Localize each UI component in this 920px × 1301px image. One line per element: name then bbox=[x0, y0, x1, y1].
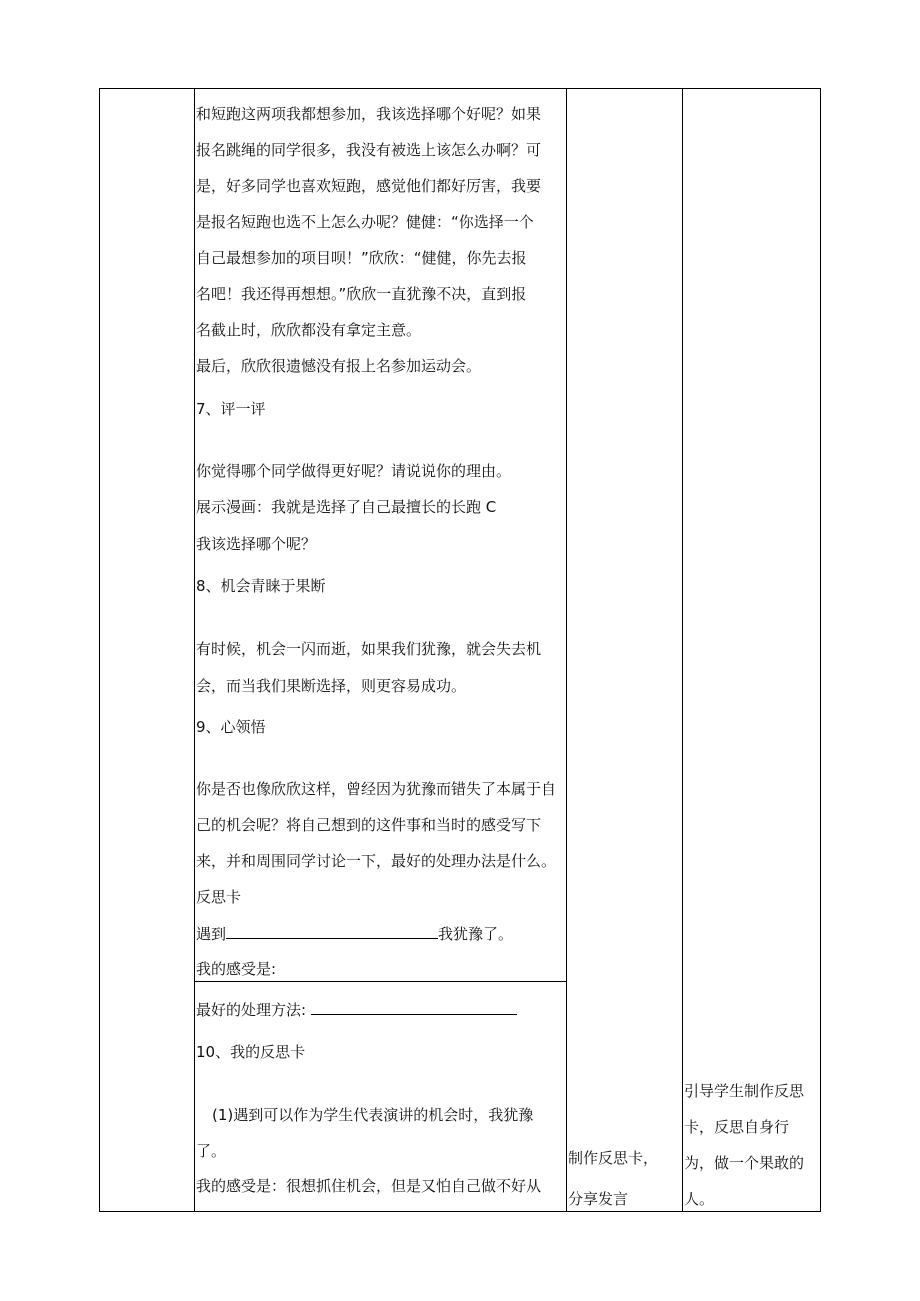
story-line: 报名跳绳的同学很多，我没有被选上该怎么办啊？可 bbox=[196, 141, 542, 159]
table-right-border bbox=[820, 88, 821, 1212]
story-line: 是，好多同学也喜欢短跑，感觉他们都好厉害，我要 bbox=[196, 177, 542, 195]
step8-heading: 8、机会青睐于果断 bbox=[196, 577, 326, 595]
story-line: 是报名短跑也选不上怎么办呢？健健：“你选择一个 bbox=[196, 213, 534, 231]
step8-line: 有时候，机会一闪而逝，如果我们犹豫，就会失去机 bbox=[196, 640, 542, 658]
step10-item1-line: 了。 bbox=[196, 1142, 227, 1160]
design-intent-line: 人。 bbox=[684, 1190, 715, 1208]
content-cell-divider bbox=[194, 981, 566, 982]
method-label: 最好的处理方法: bbox=[196, 1001, 307, 1019]
encounter-suffix: 我犹豫了。 bbox=[438, 925, 514, 943]
design-intent-line: 为，做一个果敢的 bbox=[684, 1154, 805, 1172]
reflection-card-title: 反思卡 bbox=[196, 888, 242, 906]
step7-line: 你觉得哪个同学做得更好呢？请说说你的理由。 bbox=[196, 462, 512, 480]
step7-heading: 7、评一评 bbox=[196, 400, 266, 418]
design-intent-line: 卡，反思自身行 bbox=[684, 1118, 790, 1136]
step9-line: 来，并和周围同学讨论一下，最好的处理办法是什么。 bbox=[196, 852, 557, 870]
table-top-border bbox=[99, 88, 821, 89]
student-activity-line: 制作反思卡， bbox=[568, 1149, 659, 1167]
column-divider-2 bbox=[566, 88, 567, 1212]
step9-line: 你是否也像欣欣这样，曾经因为犹豫而错失了本属于自 bbox=[196, 780, 557, 798]
design-intent-line: 引导学生制作反思 bbox=[684, 1082, 805, 1100]
step10-heading: 10、我的反思卡 bbox=[196, 1043, 306, 1061]
step7-line: 我该选择哪个呢？ bbox=[196, 535, 317, 553]
feeling-label: 我的感受是: bbox=[196, 960, 277, 978]
step10-feeling-line: 我的感受是：很想抓住机会，但是又怕自己做不好从 bbox=[196, 1177, 542, 1195]
column-divider-1 bbox=[194, 88, 195, 1212]
method-blank bbox=[311, 999, 517, 1015]
encounter-line bbox=[196, 923, 513, 944]
table-bottom-border bbox=[99, 1211, 821, 1212]
table-left-border bbox=[99, 88, 100, 1212]
method-line bbox=[196, 999, 517, 1020]
step9-heading: 9、心领悟 bbox=[196, 718, 266, 736]
student-activity-line: 分享发言 bbox=[568, 1190, 629, 1208]
step9-line: 己的机会呢？将自己想到的这件事和当时的感受写下 bbox=[196, 816, 542, 834]
step7-line: 展示漫画：我就是选择了自己最擅长的长跑 C bbox=[196, 498, 497, 516]
story-line: 名吧！我还得再想想。”欣欣一直犹豫不决，直到报 bbox=[196, 285, 527, 303]
encounter-prefix: 遇到 bbox=[196, 925, 227, 943]
step10-item1-line: (1)遇到可以作为学生代表演讲的机会时，我犹豫 bbox=[212, 1106, 534, 1124]
story-line: 名截止时，欣欣都没有拿定主意。 bbox=[196, 321, 422, 339]
story-line: 自己最想参加的项目呗！”欣欣：“健健，你先去报 bbox=[196, 249, 527, 267]
step8-line: 会，而当我们果断选择，则更容易成功。 bbox=[196, 677, 467, 695]
story-line: 和短跑这两项我都想参加，我该选择哪个好呢？如果 bbox=[196, 105, 542, 123]
encounter-blank bbox=[226, 923, 438, 939]
story-line: 最后，欣欣很遗憾没有报上名参加运动会。 bbox=[196, 357, 482, 375]
column-divider-3 bbox=[682, 88, 683, 1212]
